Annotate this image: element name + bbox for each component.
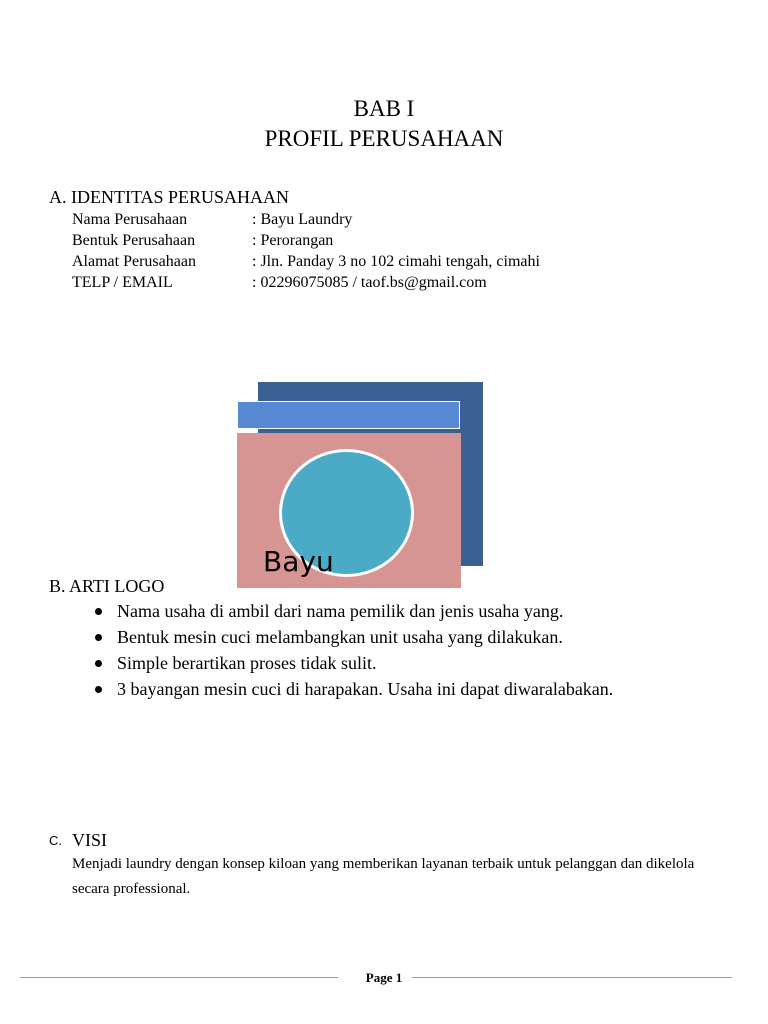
identity-row-name [72, 210, 352, 230]
logo-text: Bayu [263, 545, 334, 578]
identity-label: TELP / EMAIL [72, 274, 173, 291]
arti-logo-heading: B. ARTI LOGO [49, 576, 165, 596]
chapter-title: PROFIL PERUSAHAAN [264, 126, 504, 151]
logo-top-bar [237, 401, 460, 429]
list-item: Nama usaha di ambil dari nama pemilik dan jenis usaha yang. [95, 600, 613, 626]
visi-heading: VISI [72, 830, 107, 850]
identity-row-form [72, 231, 333, 251]
identity-value: : 02296075085 / taof.bs@gmail.com [252, 274, 487, 291]
page-number: Page 1 [365, 970, 403, 985]
identity-row-contact [72, 273, 487, 293]
visi-letter: C. [49, 833, 62, 848]
identity-value: : Bayu Laundry [252, 211, 353, 228]
company-logo [236, 381, 486, 591]
footer-rule-right [412, 977, 732, 978]
arti-logo-list [95, 600, 613, 704]
identity-row-address [72, 252, 540, 272]
identity-heading: A. IDENTITAS PERUSAHAAN [49, 187, 290, 207]
identity-label: Bentuk Perusahaan [72, 232, 196, 249]
list-item: 3 bayangan mesin cuci di harapakan. Usaha ini dapat diwaralabakan. [95, 678, 613, 704]
visi-text: Menjadi laundry dengan konsep kiloan yang memberikan layanan terbaik untuk pelanggan dan dikelola secara professional. [72, 856, 695, 897]
identity-label: Alamat Perusahaan [72, 253, 196, 270]
list-item: Bentuk mesin cuci melambangkan unit usaha yang dilakukan. [95, 626, 613, 652]
list-item: Simple berartikan proses tidak sulit. [95, 652, 613, 678]
identity-value: : Perorangan [252, 232, 334, 249]
chapter-number: BAB I [353, 96, 415, 121]
identity-label: Nama Perusahaan [72, 211, 188, 228]
identity-value: : Jln. Panday 3 no 102 cimahi tengah, cimahi [252, 253, 540, 270]
